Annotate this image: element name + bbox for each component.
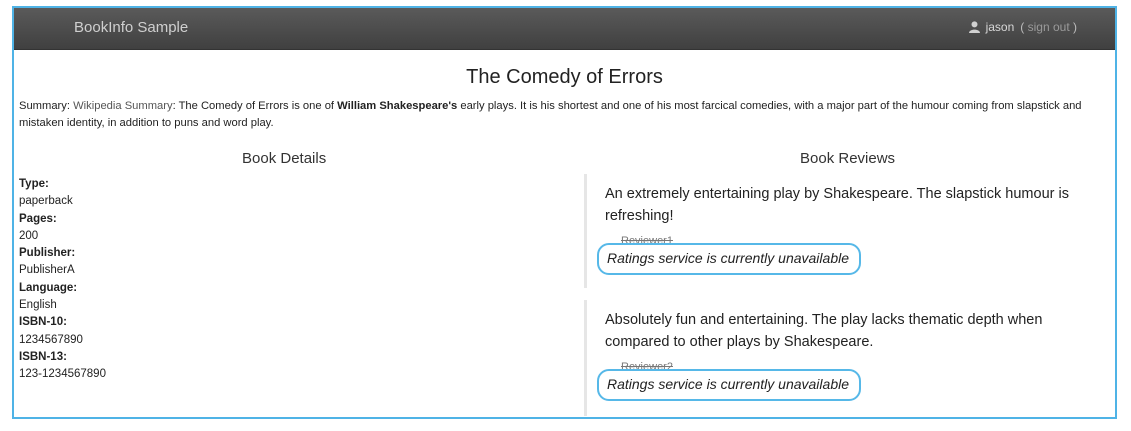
book-title: The Comedy of Errors (466, 66, 663, 88)
summary-label: Summary: (19, 100, 70, 112)
summary-text-1: : The Comedy of Errors is one of (172, 100, 338, 112)
reviewer-name: Reviewer2 (621, 361, 673, 373)
detail-label-publisher: Publisher: (19, 247, 76, 260)
summary-text-2: early plays. It is his shortest and one of his most farcical comedies, with a major part of the humour coming from slapstick and mistaken identity, in addition to puns and word play. (19, 100, 1082, 129)
detail-label-pages: Pages: (19, 212, 57, 225)
username: jason (985, 20, 1015, 34)
brand-title[interactable]: BookInfo Sample (74, 19, 189, 36)
navbar (14, 8, 1115, 50)
review-text: An extremely entertaining play by Shakespeare. The slapstick humour is refreshing! (605, 186, 1069, 224)
paren-close: ) (1073, 20, 1077, 34)
detail-label-isbn13: ISBN-13: (19, 350, 67, 363)
detail-value-isbn10: 1234567890 (19, 333, 83, 346)
paren-open: ( (1020, 20, 1025, 34)
sign-out-link[interactable]: sign out (1027, 20, 1070, 34)
ratings-highlight (597, 243, 861, 275)
browser-frame (12, 6, 1117, 419)
detail-value-pages: 200 (19, 229, 39, 242)
user-area (969, 20, 1077, 34)
ratings-status: Ratings service is currently unavailable (607, 376, 849, 392)
review-item (584, 300, 1104, 416)
reviewer-name: Reviewer1 (621, 235, 673, 247)
ratings-status: Ratings service is currently unavailable (607, 250, 849, 266)
book-summary (19, 98, 1111, 132)
detail-value-isbn13: 123-1234567890 (19, 368, 106, 381)
review-item (584, 174, 1104, 288)
detail-value-publisher: PublisherA (19, 264, 75, 277)
review-text: Absolutely fun and entertaining. The play lacks thematic depth when compared to other plays by Shakespeare. (605, 312, 1043, 350)
summary-author: William Shakespeare's (337, 100, 458, 112)
book-details-heading: Book Details (242, 150, 327, 167)
ratings-highlight (597, 369, 861, 401)
detail-label-language: Language: (19, 281, 78, 294)
detail-value-type: paperback (19, 195, 73, 208)
book-reviews-heading: Book Reviews (800, 150, 896, 167)
user-icon (969, 21, 980, 33)
detail-label-isbn10: ISBN-10: (19, 316, 67, 329)
detail-label-type: Type: (19, 178, 49, 190)
book-details-list (19, 176, 106, 384)
wikipedia-summary-link[interactable]: Wikipedia Summary (73, 100, 173, 112)
detail-value-language: English (19, 299, 57, 312)
